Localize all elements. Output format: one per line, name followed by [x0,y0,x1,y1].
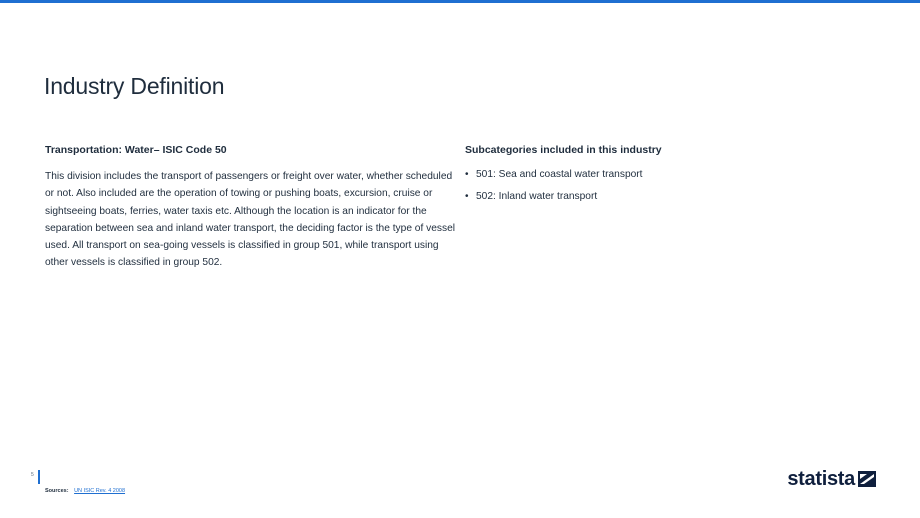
top-accent-bar [0,0,920,3]
definition-body: This division includes the transport of passengers or freight over water, whether scheduled or not. Also included are the operation of towing or pushing boats, excursion, cruise or sightseeing boats, ferries, water taxis etc. Although the location is an indicator for the separation between sea and inland water transport, the deciding factor is the type of vessel used. All transport on sea-going vessels is classified in group 501, while transport using other vessels is classified in group 502. [45,171,456,269]
page-title: Industry Definition [44,73,225,100]
bullet-icon: • [465,169,469,180]
sources-link[interactable]: UN ISIC Rev. 4 2008 [74,488,126,494]
subcategories-heading: Subcategories included in this industry [465,144,662,156]
list-item [465,168,765,182]
page-marker [38,470,40,484]
page-number: 5 [31,472,34,478]
definition-heading: Transportation: Water– ISIC Code 50 [45,144,227,156]
subcategory-label: 501: Sea and coastal water transport [476,169,643,180]
sources-label: Sources: [45,488,69,494]
subcategory-label: 502: Inland water transport [476,191,598,202]
list-item [465,190,765,204]
sources-line [45,488,125,494]
logo-text: statista [787,468,855,490]
statista-logo [787,468,876,490]
subcategories-section [465,144,765,212]
statista-logo-icon [858,471,876,487]
subcategories-list [465,168,765,204]
definition-section [45,144,455,272]
bullet-icon: • [465,191,469,202]
